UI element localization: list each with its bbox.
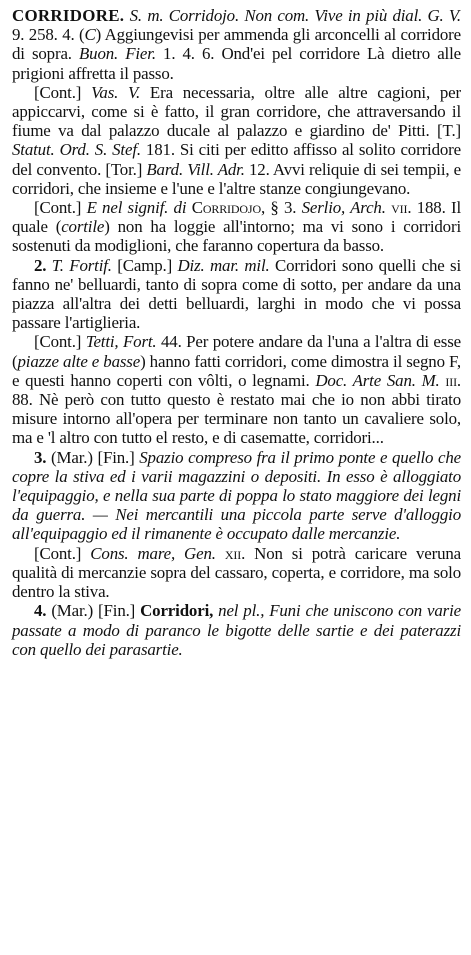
italic-text: Tetti, Fort. (85, 332, 157, 352)
italic-text: T. Fortif. (51, 255, 112, 275)
italic-text: piazze alte e basse (17, 351, 141, 371)
smallcaps-text: xii (224, 543, 242, 563)
text-run: [Cont.] (34, 543, 91, 563)
text-run: 1. 4. 6. Ond'ei pel corridore Là dietro alle prigioni affretta il passo. (12, 44, 461, 83)
entry-paragraph (12, 448, 461, 544)
text-run: [Camp.] (111, 255, 178, 275)
entry-paragraph (12, 601, 461, 659)
text-run: 9. 258. 4. ( (12, 25, 85, 45)
text-run: . 188. Il quale ( (12, 198, 461, 237)
italic-text: E nel signif. di (86, 198, 187, 218)
italic-text: cortile (61, 217, 105, 237)
text-run: Era necessaria, oltre alle altre cagioni, per appiccarvi, come si è fatto, il gran corridore, che attraversando il fiume va dal palazzo ducale al palazzo e giardino de' Pitti. [T.] (12, 82, 461, 141)
entry-paragraph (12, 332, 461, 447)
headword: CORRIDORE. (12, 6, 125, 25)
bold-text: 3. (34, 447, 47, 467)
italic-text: Vas. V. (91, 82, 141, 102)
smallcaps-text: iii (445, 370, 457, 390)
italic-text: Cons. mare, Gen. (90, 543, 216, 563)
text-run: . Non si potrà caricare veruna qualità di mercanzie sopra del cassaro, coperta, e corridore, ma solo dentro la stiva. (12, 543, 462, 602)
entry-sections (12, 83, 461, 659)
bold-text: Corridori, (140, 601, 214, 621)
text-run: , § 3. (260, 198, 302, 218)
bold-text: 2. (34, 255, 47, 275)
italic-text: Diz. mar. mil. (177, 255, 270, 275)
bold-text: 4. (34, 601, 47, 621)
italic-text: Spazio compreso fra il primo ponte e quello che copre la stiva ed i varii magazzini o depositi. In esso è alloggiato l'equipaggio, e nella sua parte di poppa lo stato maggiore dei legni da guerra. — Nei mercantili una piccola parte serve d'alloggio all'equipaggio ed il rimanente è occupato dalle mercanzie. (12, 447, 461, 544)
smallcaps-text: vii (391, 198, 408, 218)
entry-paragraph (12, 83, 461, 198)
entry-paragraph (12, 256, 461, 333)
text-run: ) non ha loggie all'intorno; ma vi sono i corridori sostenuti da modiglioni, che faranno copertura da basso. (12, 217, 461, 256)
text-run: (Mar.) [Fin.] (46, 447, 140, 467)
italic-text: Statut. Ord. S. Stef. (12, 140, 141, 160)
text-run: [Cont.] (34, 198, 87, 218)
smallcaps-text: Corridojo (191, 198, 261, 218)
italic-text: nel pl., Funi che uniscono con varie passate a modo di paranco le bigotte delle sartie e dei paterazzi con quello dei parasartie. (12, 601, 461, 659)
italic-text: S. m. Corridojo. Non com. Vive in più dial. G. V. (129, 6, 461, 25)
italic-text: Serlio, Arch. (301, 198, 386, 218)
text-run: 181. Si citi per editto affisso al solito corridore del convento. [Tor.] (12, 140, 461, 179)
text-run: ) Aggiungevisi per ammenda gli arconcelli al corridore di sopra. (12, 25, 461, 64)
text-run: 44. Per potere andare da l'una a l'altra di esse ( (12, 332, 461, 371)
text-run: Corridori sono quelli che si fanno ne' belluardi, tanto di sopra come di sotto, per andare da una piazza all'altra dei detti belluardi, larghi in modo che vi possa passare l'artiglieria. (12, 255, 461, 333)
text-run (216, 544, 225, 563)
italic-text: Doc. Arte San. M. (315, 370, 440, 390)
text-run: . 88. Nè però con tutto questo è restato mai che io non abbi tirato misure intorno all'opera per terminare non tanto un cavaliere solo, ma e 'l altro con tutto el resto, e di casematte, corridori... (12, 370, 461, 448)
text-run: 12. Avvi reliquie di sei tempii, e corridori, che insieme e l'une e l'altre stanze congiungevano. (12, 159, 461, 198)
entry-paragraph (12, 544, 461, 602)
text-run: [Cont.] (34, 332, 86, 352)
italic-text: Bard. Vill. Adr. (146, 159, 245, 179)
italic-text: Buon. Fier. (78, 44, 156, 64)
text-run: ) hanno fatti corridori, come dimostra il segno F, e questi hanno coperti con vôlti, o legnami. (12, 351, 461, 390)
italic-text: C (84, 25, 96, 45)
text-run: (Mar.) [Fin.] (46, 601, 141, 621)
entry-intro (12, 6, 461, 83)
entry-paragraph (12, 198, 461, 256)
text-run: [Cont.] (34, 82, 92, 102)
